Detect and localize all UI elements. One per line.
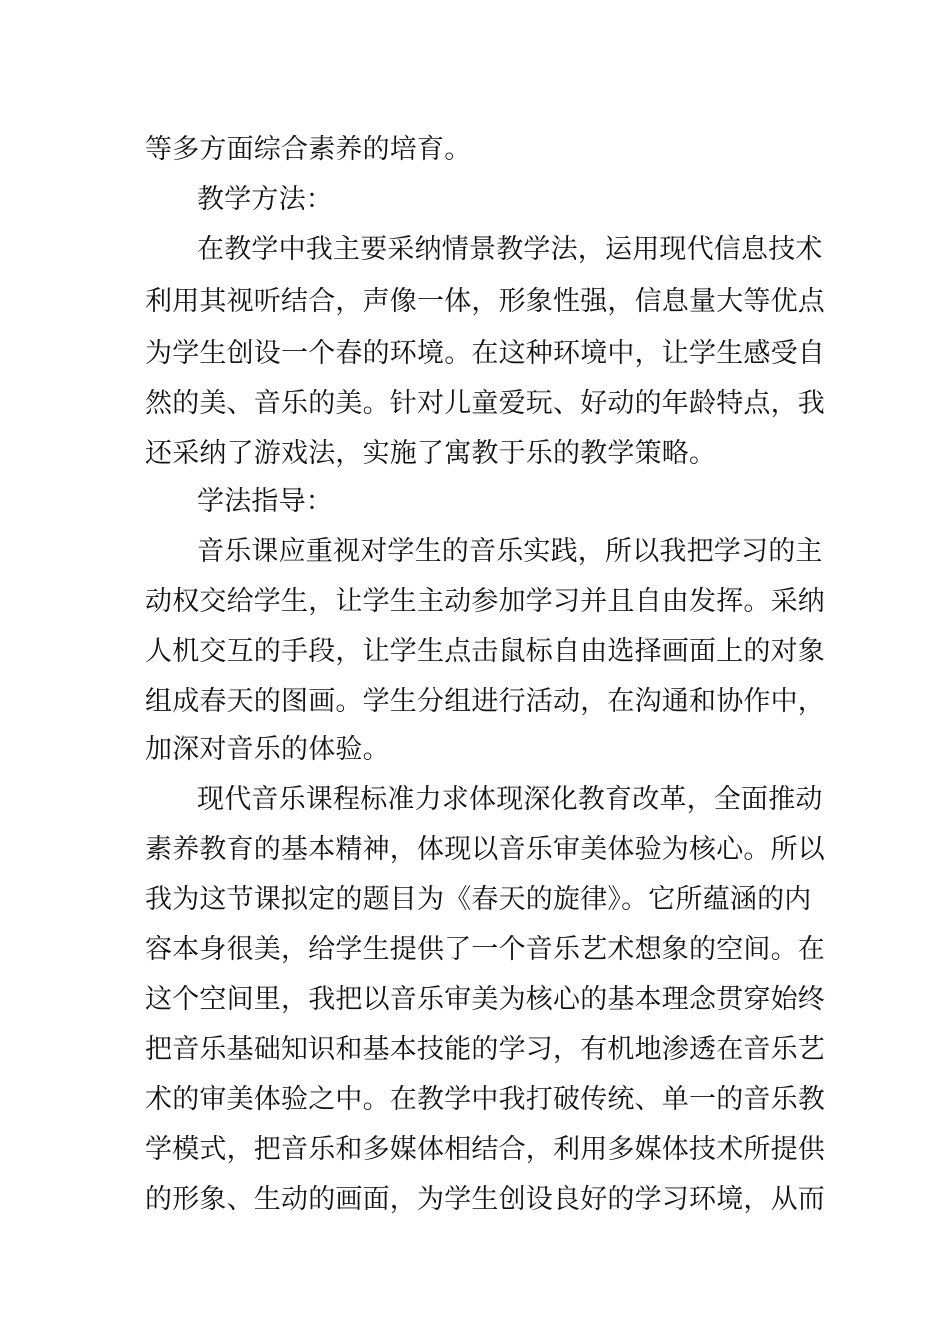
- text-line: 我为这节课拟定的题目为《春天的旋律》。它所蕴涵的内: [145, 884, 812, 915]
- text-line: 等多方面综合素养的培育。: [145, 134, 472, 165]
- text-line: 这个空间里，我把以音乐审美为核心的基本理念贯穿始终: [145, 984, 825, 1015]
- text-line: 的形象、生动的画面，为学生创设良好的学习环境，从而: [145, 1184, 825, 1215]
- text-line: 音乐课应重视对学生的音乐实践，所以我把学习的主: [197, 536, 823, 567]
- text-line: 组成春天的图画。学生分组进行活动，在沟通和协作中，: [145, 686, 825, 717]
- text-line: 把音乐基础知识和基本技能的学习，有机地渗透在音乐艺: [145, 1034, 825, 1065]
- text-line: 动权交给学生，让学生主动参加学习并且自由发挥。采纳: [145, 586, 825, 617]
- text-line: 还采纳了游戏法，实施了寓教于乐的教学策略。: [145, 438, 717, 469]
- section-heading-teaching-method: 教学方法：: [197, 184, 333, 215]
- text-line: 容本身很美，给学生提供了一个音乐艺术想象的空间。在: [145, 934, 825, 965]
- text-line: 在教学中我主要采纳情景教学法，运用现代信息技术: [197, 234, 823, 265]
- text-line: 为学生创设一个春的环境。在这种环境中，让学生感受自: [145, 338, 825, 369]
- text-line: 然的美、音乐的美。针对儿童爱玩、好动的年龄特点，我: [145, 388, 825, 419]
- text-line: 利用其视听结合，声像一体，形象性强，信息量大等优点: [145, 286, 825, 317]
- text-line: 素养教育的基本精神，体现以音乐审美体验为核心。所以: [145, 834, 825, 865]
- text-line: 现代音乐课程标准力求体现深化教育改革，全面推动: [197, 784, 823, 815]
- text-line: 加深对音乐的体验。: [145, 734, 390, 765]
- text-line: 学模式，把音乐和多媒体相结合，利用多媒体技术所提供: [145, 1134, 825, 1165]
- text-line: 人机交互的手段，让学生点击鼠标自由选择画面上的对象: [145, 636, 825, 667]
- text-line: 术的审美体验之中。在教学中我打破传统、单一的音乐教: [145, 1084, 825, 1115]
- section-heading-learning-guidance: 学法指导：: [197, 486, 333, 517]
